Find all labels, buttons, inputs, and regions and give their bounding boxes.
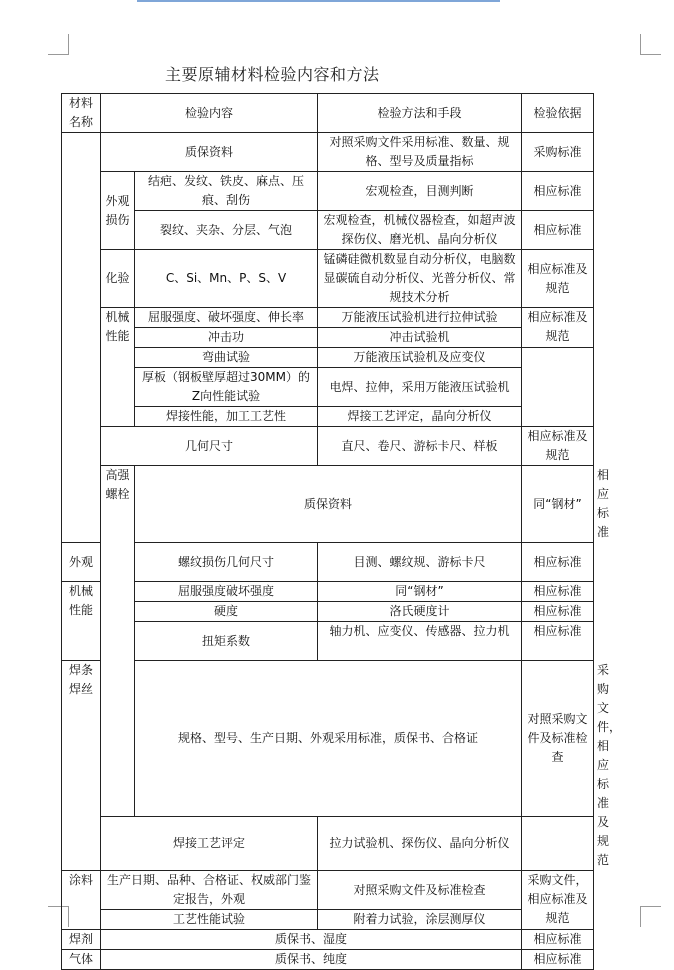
cell-content: 几何尺寸 (101, 427, 318, 466)
table-row (62, 622, 594, 661)
cell-content: 硬度 (135, 602, 318, 622)
cell-content: 弯曲试验 (135, 348, 318, 368)
table-row (62, 211, 594, 250)
material-coating: 涂料 (62, 871, 101, 930)
cell-basis: 相应标准 (522, 950, 594, 970)
table-row (62, 348, 594, 368)
cell-method: 洛氏硬度计 (318, 602, 522, 622)
table-row (62, 543, 594, 582)
cell-basis-empty (522, 348, 594, 407)
table-row (62, 582, 594, 602)
table-row (62, 930, 594, 950)
cell-content: 质保资料 (101, 133, 318, 172)
cell-content: 焊接性能，加工工艺性 (135, 407, 318, 427)
cell-content: 质保书、纯度 (101, 950, 522, 970)
cell-basis: 相应标准及规范 (522, 250, 594, 308)
cell-method: 宏观检查，机械仪器检查，如超声波探伤仪、磨光机、晶向分析仪 (318, 211, 522, 250)
sub-category-appearance: 外观 (62, 543, 101, 582)
cell-method: 万能液压试验机进行拉伸试验 (318, 308, 522, 328)
crop-mark-top-right (640, 34, 661, 55)
cell-method: 轴力机、应变仪、传感器、拉力机 (318, 622, 522, 661)
cell-content: 生产日期、品种、合格证、权威部门鉴定报告，外观 (101, 871, 318, 910)
table-header-row (62, 94, 594, 133)
cell-method: 锰磷硅微机数显自动分析仪，电脑数显碳硫自动分析仪、光普分析仪、常规技术分析 (318, 250, 522, 308)
cell-method: 拉力试验机、探伤仪、晶向分析仪 (318, 817, 522, 871)
table-row (62, 308, 594, 328)
table-row: 焊条焊丝 规格、型号、生产日期、外观采用标准，质保书、合格证 对照采购文件及标准检查 采购文件，相应标准及规范 (62, 661, 594, 817)
cell-basis: 采购文件，相应标准及规范 (522, 871, 594, 930)
material-gas: 气体 (62, 950, 101, 970)
cell-content: 结疤、发纹、铁皮、麻点、压痕、刮伤 (135, 172, 318, 211)
cell-method: 宏观检查，目测判断 (318, 172, 522, 211)
table-row (62, 407, 594, 427)
sub-category-mechanical: 机械性能 (62, 582, 101, 661)
cell-content: 工艺性能试验 (101, 910, 318, 930)
table-row: 高强螺栓 质保资料 同“钢材” 相应标准 (62, 466, 594, 543)
cell-method: 万能液压试验机及应变仪 (318, 348, 522, 368)
sub-category-mechanical: 机械性能 (101, 308, 135, 427)
cell-basis: 相应标准 (522, 602, 594, 622)
header-content: 检验内容 (101, 94, 318, 133)
table-row (62, 910, 594, 930)
cell-method: 目测、螺纹规、游标卡尺 (318, 543, 522, 582)
table-row (62, 950, 594, 970)
cell-content: 冲击功 (135, 328, 318, 348)
cell-content: 屈服强度、破坏强度、伸长率 (135, 308, 318, 328)
cell-content: 规格、型号、生产日期、外观采用标准，质保书、合格证 (135, 661, 522, 817)
cell-basis: 相应标准 (522, 930, 594, 950)
cell-method: 电焊、拉伸，采用万能液压试验机 (318, 368, 522, 407)
material-flux: 焊剂 (62, 930, 101, 950)
cell-content: 屈服强度破坏强度 (135, 582, 318, 602)
cell-content: 扭矩系数 (135, 622, 318, 661)
cell-method: 冲击试验机 (318, 328, 522, 348)
cell-content: C、Si、Mn、P、S、V (135, 250, 318, 308)
cell-content: 裂纹、夹杂、分层、气泡 (135, 211, 318, 250)
material-steel-cell (62, 133, 101, 543)
top-accent-bar (137, 0, 500, 2)
cell-basis: 采购标准 (522, 133, 594, 172)
table-row (62, 817, 594, 871)
sub-category-chemistry: 化验 (101, 250, 135, 308)
table-row (62, 602, 594, 622)
cell-basis: 相应标准及规范 (522, 308, 594, 348)
cell-basis: 相应标准 (522, 172, 594, 211)
cell-content: 螺纹损伤几何尺寸 (135, 543, 318, 582)
cell-basis-empty (522, 407, 594, 427)
cell-content: 厚板（钢板壁厚超过30MM）的Z向性能试验 (135, 368, 318, 407)
cell-basis: 相应标准 (522, 582, 594, 602)
cell-method: 附着力试验，涂层测厚仪 (318, 910, 522, 930)
table-row (62, 133, 594, 172)
header-material: 材料名称 (62, 94, 101, 133)
sub-category-appearance: 外观损伤 (101, 172, 135, 250)
header-method: 检验方法和手段 (318, 94, 522, 133)
table-row (62, 368, 594, 407)
cell-method: 对照采购文件及标准检查 (522, 661, 594, 817)
table-row (62, 172, 594, 211)
cell-basis: 相应标准 (522, 622, 594, 661)
cell-method: 同“钢材” (318, 582, 522, 602)
cell-content: 质保资料 (135, 466, 522, 543)
cell-basis: 相应标准 (522, 211, 594, 250)
cell-method: 对照采购文件及标准检查 (318, 871, 522, 910)
header-basis: 检验依据 (522, 94, 594, 133)
cell-basis: 相应标准 (522, 543, 594, 582)
document-title: 主要原辅材料检验内容和方法 (165, 65, 380, 84)
cell-method: 同“钢材” (522, 466, 594, 543)
cell-content: 焊接工艺评定 (101, 817, 318, 871)
cell-method: 直尺、卷尺、游标卡尺、样板 (318, 427, 522, 466)
table-row (62, 250, 594, 308)
table-row (62, 328, 594, 348)
cell-content: 质保书、湿度 (101, 930, 522, 950)
material-electrode: 焊条焊丝 (62, 661, 101, 871)
crop-mark-top-left (48, 34, 69, 55)
crop-mark-bottom-right (640, 906, 661, 927)
table-row (62, 871, 594, 910)
material-bolt: 高强螺栓 (101, 466, 135, 817)
inspection-table (61, 93, 622, 970)
cell-method: 焊接工艺评定，晶向分析仪 (318, 407, 522, 427)
table-row (62, 427, 594, 466)
cell-basis: 相应标准及规范 (522, 427, 594, 466)
cell-method: 对照采购文件采用标准、数量、规格、型号及质量指标 (318, 133, 522, 172)
